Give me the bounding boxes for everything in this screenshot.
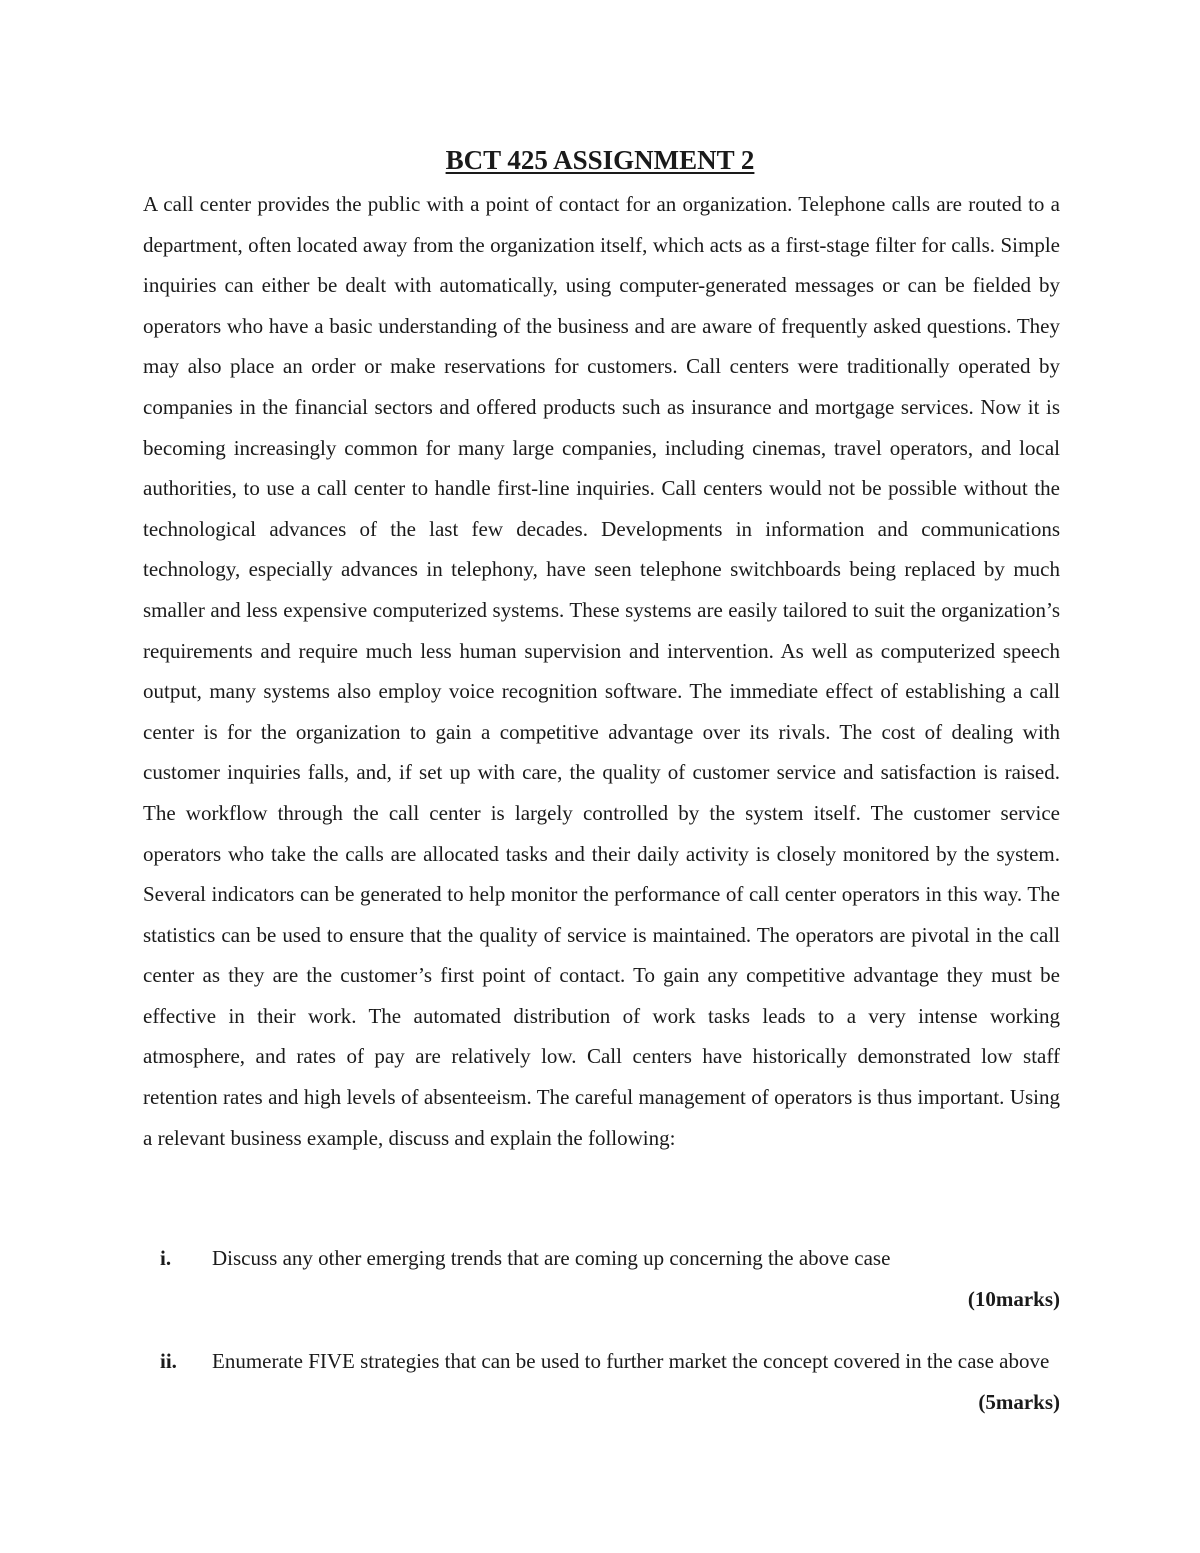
question-number: i. (160, 1246, 172, 1270)
question-marks: (10marks) (967, 1287, 1060, 1311)
assignment-title: BCT 425 ASSIGNMENT 2 (445, 145, 755, 175)
question-number: ii. (160, 1349, 177, 1373)
question-text: Enumerate FIVE strategies that can be used to further market the concept covered in the case above (212, 1349, 1050, 1373)
question-marks: (5marks) (978, 1390, 1060, 1414)
question-text: Discuss any other emerging trends that are coming up concerning the above case (212, 1246, 891, 1270)
case-study-paragraph: A call center provides the public with a point of contact for an organization. Telephone calls are routed to a department, often located away from the organization itself, which acts as a first-stage filter for calls. Simple inquiries can either be dealt with automatically, using computer-generated messages or can be fielded by operators who have a basic understanding of the business and are aware of frequently asked questions. They may also place an order or make reservations for customers. Call centers were traditionally operated by companies in the financial sectors and offered products such as insurance and mortgage services. Now it is becoming increasingly common for many large companies, including cinemas, travel operators, and local authorities, to use a call center to handle first-line inquiries. Call centers would not be possible without the technological advances of the last few decades. Developments in information and communications technology, especially advances in telephony, have seen telephone switchboards being replaced by much smaller and less expensive computerized systems. These systems are easily tailored to suit the organization’s requirements and require much less human supervision and intervention. As well as computerized speech output, many systems also employ voice recognition software. The immediate effect of establishing a call center is for the organization to gain a competitive advantage over its rivals. The cost of dealing with customer inquiries falls, and, if set up with care, the quality of customer service and satisfaction is raised. The workflow through the call center is largely controlled by the system itself. The customer service operators who take the calls are allocated tasks and their daily activity is closely monitored by the system. Several indicators can be generated to help monitor the performance of call center operators in this way. The statistics can be used to ensure that the quality of service is maintained. The operators are pivotal in the call center as they are the customer’s first point of contact. To gain any competitive advantage they must be effective in their work. The automated distribution of work tasks leads to a very intense working atmosphere, and rates of pay are relatively low. Call centers have historically demonstrated low staff retention rates and high levels of absenteeism. The careful management of operators is thus important. Using a relevant business example, discuss and explain the following: (143, 192, 1060, 1150)
